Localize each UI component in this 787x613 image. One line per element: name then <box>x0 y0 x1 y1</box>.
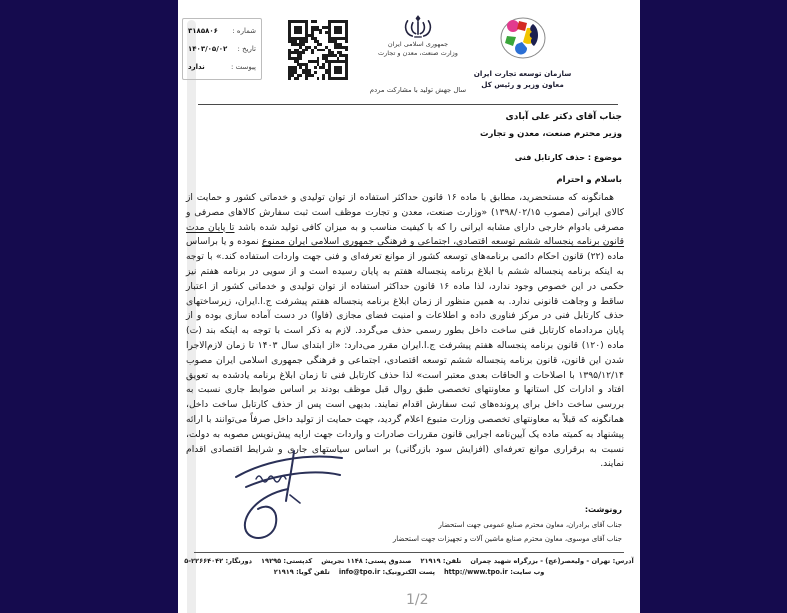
subject-line: موضوع : حذف کارتابل فنی <box>514 153 622 162</box>
tpo-logo-block <box>465 16 580 90</box>
org-name: سازمان توسعه تجارت ایران <box>473 69 572 78</box>
tpo-logo-icon <box>499 16 547 62</box>
emblem-caption-1: جمهوری اسلامی ایران <box>387 40 449 48</box>
salutation: باسلام و احترام <box>556 175 622 185</box>
footer-email: پست الکترونیک: info@tpo.ir <box>338 568 435 576</box>
footer-contact-line <box>188 568 630 576</box>
cc-line: جناب آقای موسوی، معاون محترم صنایع ماشین آلات و تجهیزات جهت استحضار <box>392 535 622 543</box>
footer-fax: دورنگار: ۲۲۶۶۴۰۴۲-۵ <box>184 557 253 565</box>
stamp-date-row <box>188 45 256 53</box>
iran-emblem-icon <box>399 14 437 40</box>
attachment-label: پیوست : <box>231 63 256 71</box>
org-title: معاون وزیر و رئیس کل <box>481 80 564 89</box>
qr-code-icon <box>288 20 348 80</box>
page-indicator: 1/2 <box>406 592 429 608</box>
footer-address-line <box>184 557 634 565</box>
attachment-value: ندارد <box>188 63 205 71</box>
stamp-attachment-row <box>188 63 256 71</box>
footer-address: آدرس: تهران - ولیعصر(عج) - بزرگراه شهید چمران <box>470 557 634 565</box>
date-label: تاریخ : <box>237 45 256 53</box>
emblem-caption-2: وزارت صنعت، معدن و تجارت <box>378 49 458 57</box>
signature-scribble <box>230 447 348 547</box>
recipient-name: جناب آقای دکتر علی آبادی <box>505 112 622 122</box>
cc-label: رونوشت: <box>584 505 622 514</box>
letter-page <box>178 0 640 613</box>
footer-pobox: صندوق پستی: ۱۱۴۸ تجریش <box>321 557 412 565</box>
cc-line: جناب آقای برادران، معاون محترم صنایع عمومی جهت استحضار <box>438 521 622 529</box>
number-label: شماره : <box>232 27 256 35</box>
footer-phone: تلفن: ۲۱۹۱۹ <box>420 557 462 565</box>
header-divider <box>198 104 618 105</box>
reference-stamp-box <box>182 18 262 80</box>
number-value: ۳۱۸۵۸۰۶ <box>188 27 218 35</box>
footer-divider <box>194 552 624 553</box>
date-value: ۱۴۰۳/۰۵/۰۲ <box>188 45 228 53</box>
footer-postalcode: کدپستی: ۱۹۲۹۵ <box>261 557 313 565</box>
footer-hotline: تلفن گویا: ۲۱۹۱۹ <box>273 568 330 576</box>
government-emblem-block <box>358 14 478 58</box>
letter-body: همانگونه که مستحضرید، مطابق با ماده ۱۶ قانون حداکثر استفاده از توان تولیدی و خدماتی کشور و حمایت از کالای ایرانی (مصوب ۱۳۹۸/۰۲/۱۵) «وزارت صنعت، معدن و تجارت موظف است ثبت سفارش کالاهای مصرفی و مصرفی بادوام خارجی دارای مشابه ایرانی را که با کیفیت مناسب و به میزان کافی تولید شده باشد تا پایان مدت قانون برنامه پنجساله ششم توسعه اقتصادی، اجتماعی و فرهنگی جمهوری اسلامی ایران ممنوع نموده و یا براساس ماده (۲۲) قانون احکام دائمی برنامه‌های توسعه کشور از موانع تعرفه‌ای و فنی جهت واردات استفاده کند.» با توجه به اینکه برنامه پنجساله ششم با ابلاغ برنامه پنجساله هفتم به پایان رسیده است و از سویی در برنامه هفتم نیز حکمی در این خصوص وجود ندارد، لذا ماده ۱۶ قانون حداکثر استفاده از توان تولیدی و خدماتی کشور از اعتبار ساقط و وجاهت قانونی ندارد. به همین منظور از زمان ابلاغ برنامه پنجساله هفتم پیشرفت ج.ا.ایران، زیرساختهای حذف کارتابل فنی در مرکز فناوری داده و اطلاعات و امنیت فضای مجازی (فاوا) در دست آماده سازی بوده و از پایان مردادماه کارتابل فنی ساخت داخل بطور رسمی حذف می‌گردد. لازم به ذکر است با توجه به اینکه بند (ت) ماده (۱۲۰) قانون برنامه پنجساله هفتم پیشرفت ج.ا.ایران مقرر می‌دارد: «از ابتدای سال ۱۴۰۳ تا زمان لازم‌الاجرا شدن این قانون، قانون برنامه پنجساله ششم توسعه اقتصادی، اجتماعی و فرهنگی جمهوری اسلامی ایران مصوب ۱۳۹۵/۱۲/۱۴ با اصلاحات و الحاقات بعدی معتبر است» لذا حذف کارتابل فنی تا زمان ابلاغ برنامه یادشده به تعویق افتاد و ادارات کل استانها و معاونتهای تخصصی طبق روال قبل موظف بودند بر اساس ضوابط جاری نسبت به بررسی ساخت داخل برای پرونده‌های ثبت سفارش اقدام نمایند. بدیهی است پس از حذف کارتابل ساخت داخل، همانگونه که قبلاً به معاونتهای تخصصی وزارت متبوع اعلام گردید، جهت حمایت از تولید داخل صرفاً می‌توانند با ارائه پیشنهاد به کمیته ماده یک آیین‌نامه اجرایی قانون مقررات صادرات و واردات جهت ارایه پیش‌نویس مصوبه به دولت، نسبت به برقراری موانع تعرفه‌ای (افزایش سود بازرگانی) بر اساس سیاستهای جاری و شرایط اقتصادی اقدام نمایند. <box>186 192 625 470</box>
recipient-title: وزیر محترم صنعت، معدن و تجارت <box>480 129 622 139</box>
stamp-number-row <box>188 27 256 35</box>
footer-website: وب سایت: http://www.tpo.ir <box>443 568 545 576</box>
year-slogan: سال جهش تولید با مشارکت مردم <box>369 86 467 94</box>
